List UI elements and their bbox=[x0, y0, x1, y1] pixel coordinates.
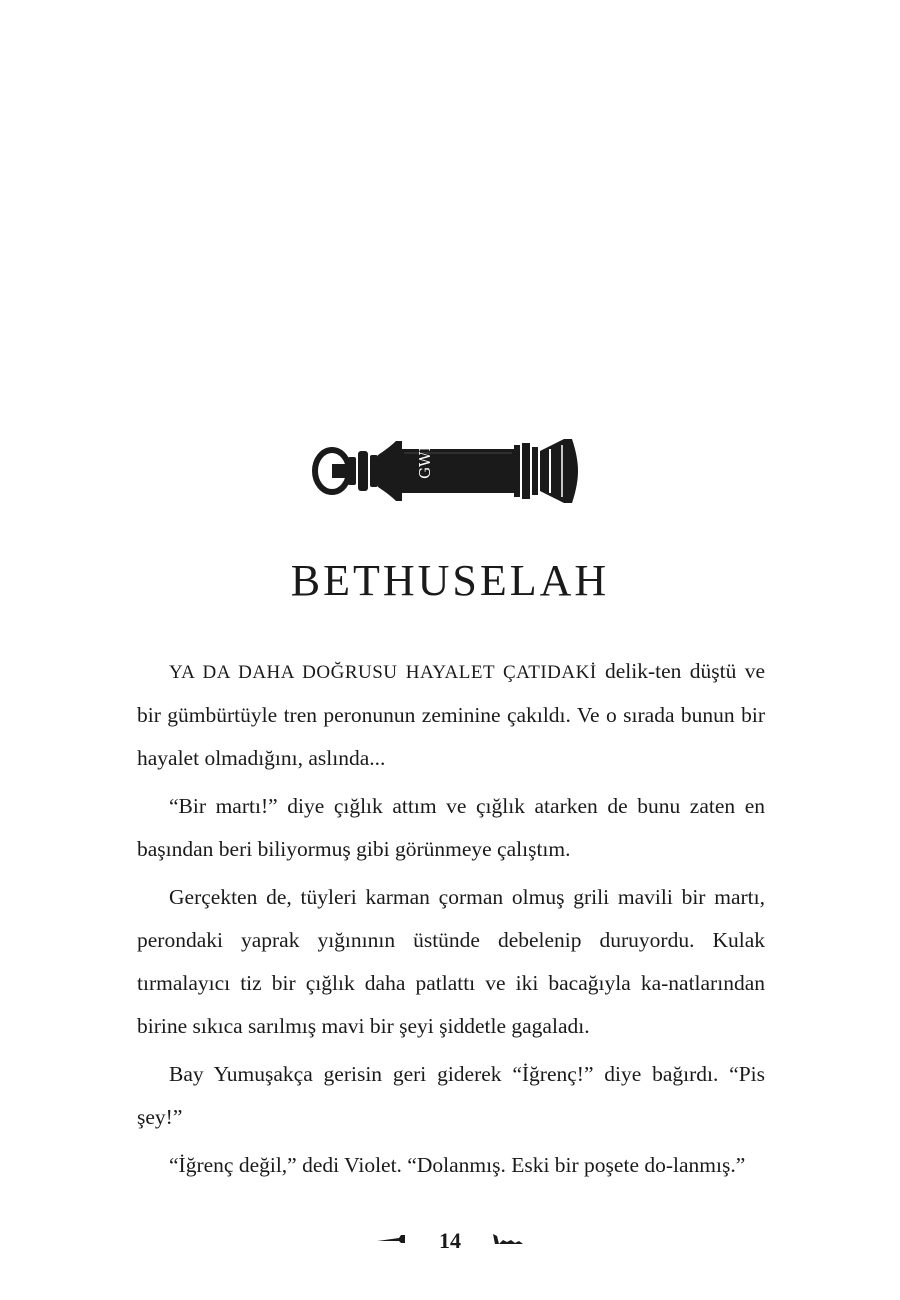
body-text bbox=[137, 650, 765, 1187]
feather-right-icon bbox=[493, 1232, 523, 1251]
key-left-icon bbox=[377, 1232, 407, 1250]
paragraph bbox=[137, 650, 765, 780]
paragraph: Gerçekten de, tüyleri karman çorman olmuş grili mavili bir martı, perondaki yaprak yığınının üstünde debelenip duruyordu. Kulak tırmalayıcı tiz bir çığlık daha patlattı ve iki bacağıyla ka-natlarından birine sıkıca sarılmış mavi bir şeyi şiddetle gagaladı. bbox=[137, 885, 765, 1038]
page-number: 14 bbox=[439, 1228, 461, 1253]
svg-text:GWR: GWR bbox=[416, 440, 434, 479]
paragraph-lead: YA DA DAHA DOĞRUSU HAYALET ÇATIDAKİ bbox=[169, 662, 597, 683]
paragraph: Bay Yumuşakça gerisin geri giderek “İğrenç!” diye bağırdı. “Pis şey!” bbox=[137, 1062, 765, 1129]
paragraph: “Bir martı!” diye çığlık attım ve çığlık atarken de bunu zaten en başından beri biliyormuş gibi görünmeye çalıştım. bbox=[137, 794, 765, 861]
paragraph: “İğrenç değil,” dedi Violet. “Dolanmış. Eski bir poşete do-lanmış.” bbox=[169, 1153, 746, 1177]
paragraph-text: delik-ten düştü ve bir gümbürtüyle tren peronunun zeminine çakıldı. Ve o sırada bunun bir hayalet olmadığını, aslında... bbox=[137, 659, 765, 770]
train-whistle-icon bbox=[310, 437, 590, 507]
page-footer bbox=[0, 1228, 900, 1258]
chapter-title: BETHUSELAH bbox=[290, 556, 610, 605]
